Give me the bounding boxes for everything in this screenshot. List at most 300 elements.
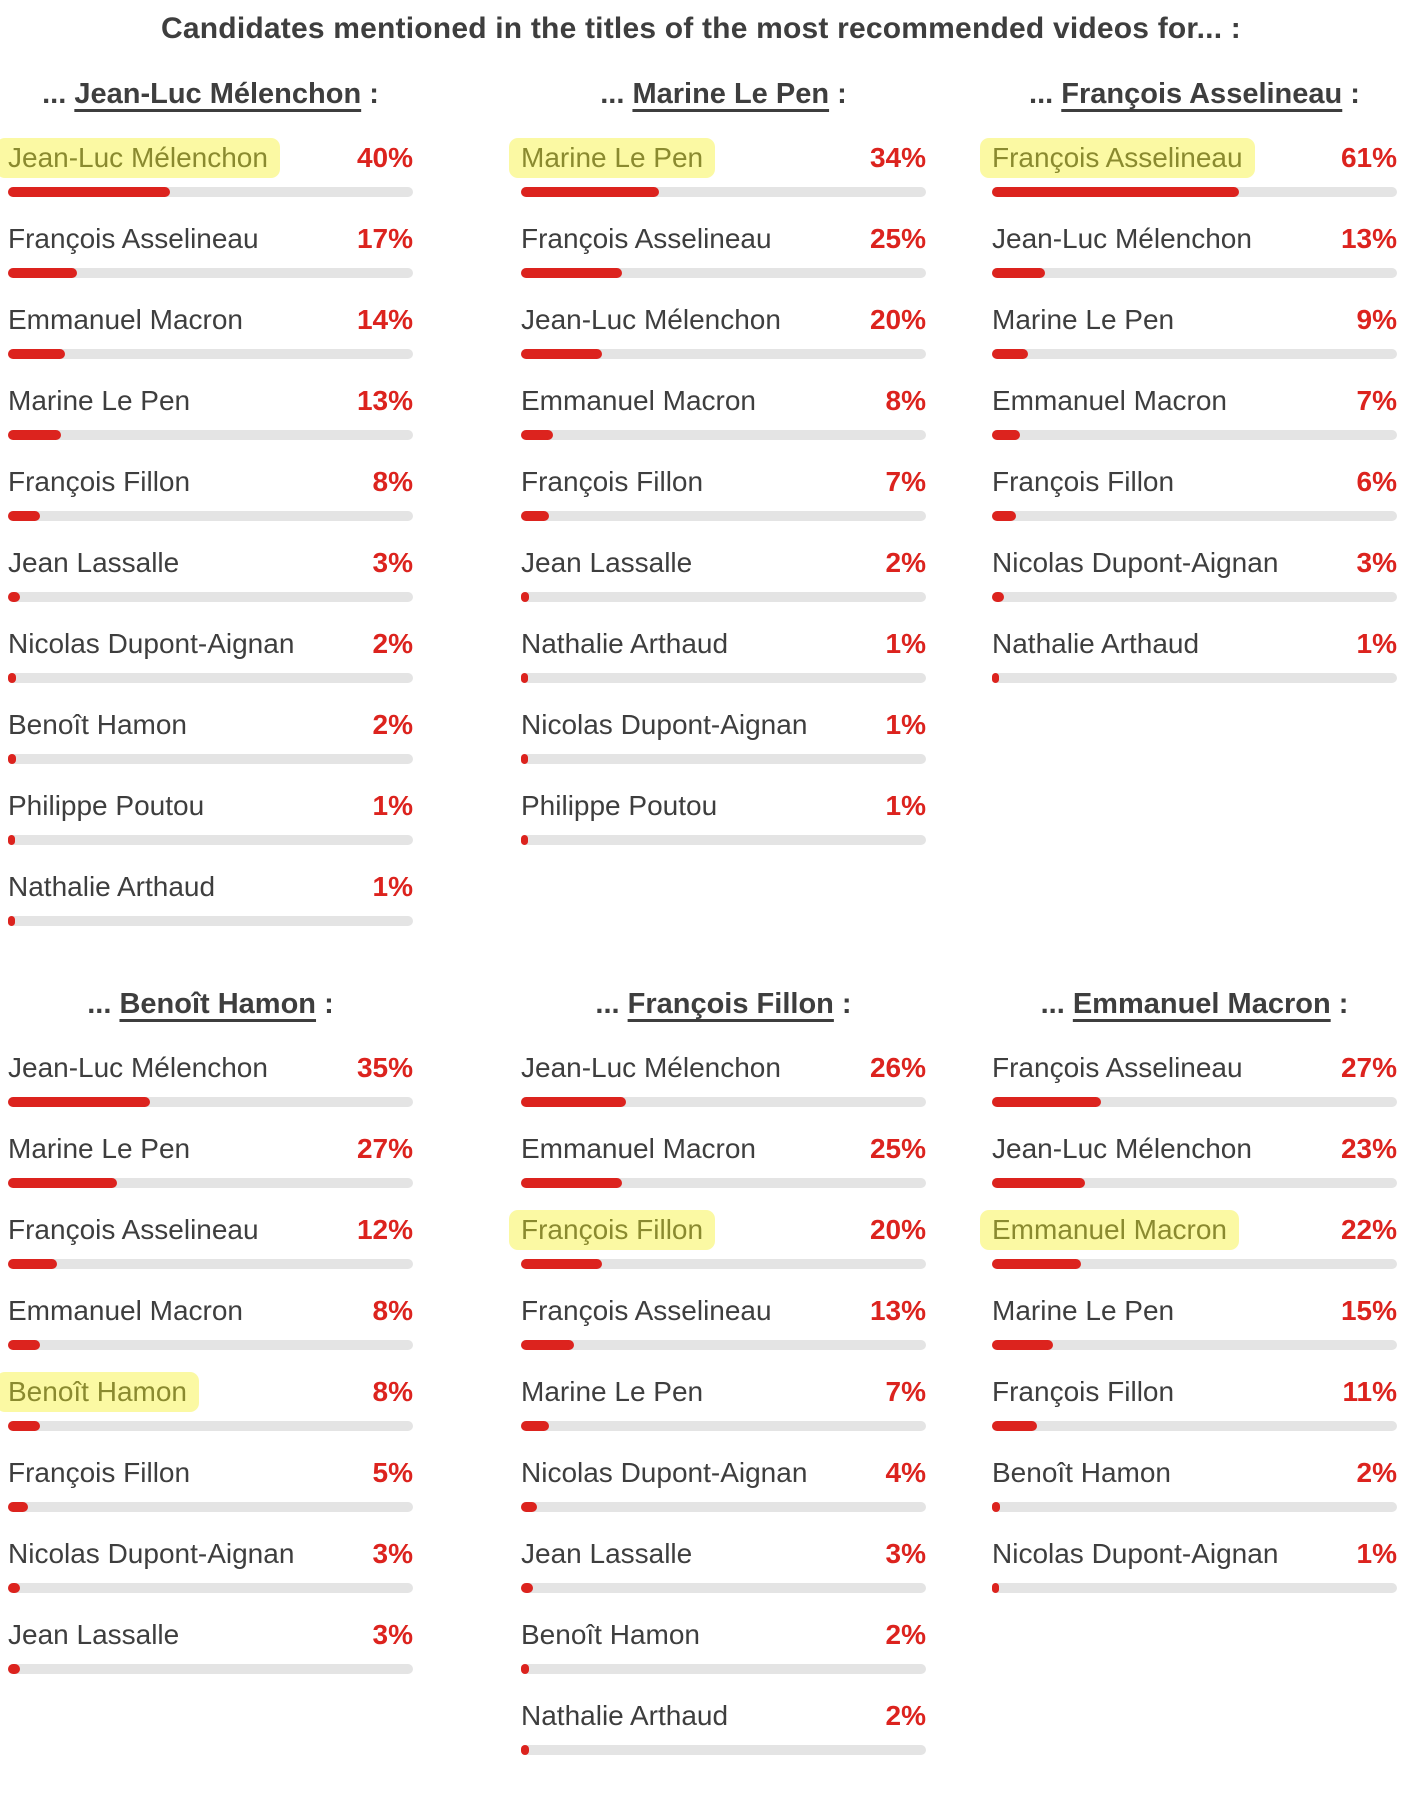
candidate-name-text: Marine Le Pen: [8, 1133, 191, 1164]
chart-grid: [0, 76, 1402, 1777]
candidate-percent: 7%: [885, 466, 926, 497]
candidate-name: [992, 1534, 1278, 1574]
candidate-name-text: Emmanuel Macron: [521, 1133, 756, 1164]
bar-fill: [992, 430, 1020, 440]
candidate-row-labels: [521, 1129, 926, 1173]
bar-track: [992, 349, 1397, 359]
candidate-row-labels: [8, 381, 413, 425]
candidate-name: [521, 381, 756, 421]
candidate-row-labels: [8, 786, 413, 830]
bar-fill: [992, 592, 1004, 602]
candidate-name: [8, 705, 187, 745]
candidate-row: [521, 1129, 926, 1188]
candidate-name-text: Nicolas Dupont-Aignan: [8, 1538, 295, 1569]
candidate-row-labels: [992, 381, 1397, 425]
bar-track: [8, 1259, 413, 1269]
bar-track: [521, 1583, 926, 1593]
candidate-percent: 8%: [372, 466, 413, 497]
candidate-percent: 2%: [372, 709, 413, 740]
bar-fill: [8, 430, 61, 440]
candidate-percent: 3%: [372, 1619, 413, 1650]
bar-fill: [8, 754, 16, 764]
candidate-name: [8, 1372, 187, 1412]
candidate-row-labels: [992, 1129, 1397, 1173]
panel-François Fillon: [521, 986, 926, 1777]
candidate-row-labels: [8, 219, 413, 263]
bar-track: [992, 1583, 1397, 1593]
bar-fill: [8, 835, 15, 845]
bar-fill: [521, 1178, 622, 1188]
candidate-percent: 6%: [1356, 466, 1397, 497]
candidate-name-text: Benoît Hamon: [8, 709, 187, 740]
bar-track: [8, 187, 413, 197]
bar-track: [8, 1502, 413, 1512]
candidate-percent: 27%: [356, 1133, 413, 1164]
candidate-percent: 3%: [372, 1538, 413, 1569]
bar-fill: [8, 1259, 57, 1269]
candidate-row-labels: [521, 705, 926, 749]
candidate-row-labels: [992, 300, 1397, 344]
candidate-percent: 1%: [372, 790, 413, 821]
candidate-name: [992, 219, 1252, 259]
candidate-name: [8, 1291, 243, 1331]
candidate-name-text: François Asselineau: [8, 223, 259, 254]
candidate-name-text: Marine Le Pen: [992, 1295, 1175, 1326]
candidate-name: [992, 1210, 1227, 1250]
candidate-row: [992, 1453, 1397, 1512]
candidate-row-labels: [521, 381, 926, 425]
panel-header: [521, 76, 926, 112]
candidate-name-text: François Asselineau: [521, 1295, 772, 1326]
chart-title: Candidates mentioned in the titles of the most recommended videos for... :: [161, 12, 1241, 45]
bar-fill: [992, 349, 1028, 359]
bar-track: [8, 349, 413, 359]
candidate-name: [521, 1615, 700, 1655]
panel-header: [992, 986, 1397, 1022]
candidate-row: [8, 219, 413, 278]
candidate-name: [8, 219, 259, 259]
bar-fill: [8, 1421, 40, 1431]
bar-track: [8, 1097, 413, 1107]
candidate-row: [521, 1453, 926, 1512]
bar-fill: [992, 1502, 1000, 1512]
candidate-row: [992, 543, 1397, 602]
candidate-name-text: Nicolas Dupont-Aignan: [521, 709, 808, 740]
candidate-percent: 23%: [1340, 1133, 1397, 1164]
bar-fill: [521, 1583, 533, 1593]
bar-fill: [8, 592, 20, 602]
bar-track: [8, 1178, 413, 1188]
bar-fill: [992, 511, 1016, 521]
bar-fill: [8, 187, 170, 197]
candidate-name-text: Jean-Luc Mélenchon: [521, 304, 781, 335]
candidate-row-labels: [8, 543, 413, 587]
bar-track: [992, 187, 1397, 197]
candidate-percent: 14%: [356, 304, 413, 335]
candidate-name-highlighted: Benoît Hamon: [0, 1372, 199, 1412]
header-ellipsis: ...: [42, 78, 75, 110]
candidate-name-text: Nathalie Arthaud: [521, 1700, 729, 1731]
candidate-name-text: Marine Le Pen: [8, 385, 191, 416]
candidate-row: [992, 300, 1397, 359]
bar-fill: [521, 349, 602, 359]
candidate-row: [992, 1129, 1397, 1188]
bar-track: [521, 754, 926, 764]
bar-fill: [521, 187, 659, 197]
candidate-row-labels: [521, 300, 926, 344]
candidate-row-labels: [992, 462, 1397, 506]
bar-fill: [8, 268, 77, 278]
bar-fill: [521, 1745, 529, 1755]
candidate-row: [8, 1210, 413, 1269]
header-colon: :: [1330, 988, 1349, 1020]
candidate-row: [521, 1534, 926, 1593]
candidate-row-labels: [8, 462, 413, 506]
candidate-row-labels: [8, 1129, 413, 1173]
bar-track: [8, 268, 413, 278]
bar-fill: [521, 673, 528, 683]
candidate-row: [521, 462, 926, 521]
candidate-name: [8, 1210, 259, 1250]
bar-track: [8, 673, 413, 683]
candidate-name: [521, 219, 772, 259]
candidate-name-text: Jean-Luc Mélenchon: [992, 223, 1252, 254]
candidate-percent: 2%: [885, 547, 926, 578]
candidate-name-text: Emmanuel Macron: [521, 385, 756, 416]
header-ellipsis: ...: [1029, 78, 1062, 110]
candidate-percent: 34%: [869, 142, 926, 173]
candidate-name: [521, 1534, 692, 1574]
bar-track: [8, 916, 413, 926]
header-subject-name: Benoît Hamon: [119, 988, 317, 1020]
candidate-row-labels: [8, 1453, 413, 1497]
candidate-row: [521, 219, 926, 278]
candidate-name: [8, 786, 204, 826]
candidate-name-text: Marine Le Pen: [992, 304, 1175, 335]
header-colon: :: [1342, 78, 1360, 110]
candidate-row: [992, 1291, 1397, 1350]
candidate-name: [521, 786, 717, 826]
bar-fill: [521, 592, 529, 602]
candidate-percent: 5%: [372, 1457, 413, 1488]
candidate-row-labels: [992, 1048, 1397, 1092]
candidate-name-text: François Fillon: [8, 1457, 191, 1488]
candidate-name-text: Philippe Poutou: [8, 790, 205, 821]
candidate-percent: 9%: [1356, 304, 1397, 335]
candidate-row: [8, 1129, 413, 1188]
candidate-name: [992, 624, 1199, 664]
candidate-row: [521, 1372, 926, 1431]
candidate-name: [521, 1129, 756, 1169]
bar-track: [521, 268, 926, 278]
candidate-name-text: Nathalie Arthaud: [992, 628, 1200, 659]
candidate-name-text: François Asselineau: [992, 1052, 1243, 1083]
bar-track: [521, 1421, 926, 1431]
candidate-name-text: Nathalie Arthaud: [8, 871, 216, 902]
candidate-name: [992, 1291, 1174, 1331]
bar-fill: [8, 1097, 150, 1107]
candidate-name: [8, 1129, 190, 1169]
candidate-name-text: François Asselineau: [8, 1214, 259, 1245]
bar-fill: [8, 1178, 117, 1188]
bar-fill: [8, 1340, 40, 1350]
candidate-percent: 20%: [869, 1214, 926, 1245]
candidate-row-labels: [521, 219, 926, 263]
candidate-row-labels: [8, 1534, 413, 1578]
candidate-row: [992, 1372, 1397, 1431]
candidate-name-text: Jean-Luc Mélenchon: [8, 1052, 268, 1083]
candidate-name: [992, 1453, 1171, 1493]
candidate-name: [992, 462, 1174, 502]
candidate-name-text: François Fillon: [992, 1376, 1175, 1407]
candidate-name: [521, 1372, 703, 1412]
bar-fill: [521, 430, 553, 440]
candidate-row: [8, 1048, 413, 1107]
candidate-name-highlighted: Jean-Luc Mélenchon: [0, 138, 280, 178]
candidate-percent: 61%: [1340, 142, 1397, 173]
header-colon: :: [361, 78, 379, 110]
candidate-row-labels: [8, 1048, 413, 1092]
candidate-percent: 13%: [1340, 223, 1397, 254]
bar-fill: [992, 1259, 1081, 1269]
candidate-percent: 8%: [885, 385, 926, 416]
panel-header: [8, 986, 413, 1022]
candidate-row-labels: [8, 138, 413, 182]
candidate-name-text: Jean-Luc Mélenchon: [521, 1052, 781, 1083]
candidate-percent: 35%: [356, 1052, 413, 1083]
panel-Jean-Luc Mélenchon: [8, 76, 413, 948]
panel-Benoît Hamon: [8, 986, 413, 1696]
bar-fill: [8, 1664, 20, 1674]
candidate-name: [521, 705, 807, 745]
candidate-percent: 1%: [1356, 628, 1397, 659]
candidate-row: [8, 624, 413, 683]
candidate-name-highlighted: François Fillon: [509, 1210, 715, 1250]
candidate-row: [521, 1048, 926, 1107]
candidate-name: [8, 300, 243, 340]
candidate-name: [992, 1048, 1243, 1088]
candidate-percent: 40%: [356, 142, 413, 173]
candidate-row-labels: [8, 867, 413, 911]
candidate-row-labels: [992, 1210, 1397, 1254]
candidate-row-labels: [8, 1291, 413, 1335]
candidate-name-text: Jean Lassalle: [521, 547, 693, 578]
bar-fill: [521, 835, 528, 845]
candidate-row: [992, 624, 1397, 683]
header-subject-name: Jean-Luc Mélenchon: [74, 78, 362, 110]
candidate-row-labels: [521, 1210, 926, 1254]
header-ellipsis: ...: [1040, 988, 1073, 1020]
candidate-percent: 25%: [869, 1133, 926, 1164]
bar-track: [521, 187, 926, 197]
header-colon: :: [833, 988, 852, 1020]
header-ellipsis: ...: [595, 988, 628, 1020]
candidate-row-labels: [992, 624, 1397, 668]
candidate-percent: 1%: [372, 871, 413, 902]
bar-track: [521, 349, 926, 359]
candidate-row: [8, 381, 413, 440]
candidate-name: [8, 138, 268, 178]
candidate-row-labels: [992, 219, 1397, 263]
candidate-row: [521, 300, 926, 359]
candidate-percent: 1%: [1356, 1538, 1397, 1569]
candidate-row: [521, 138, 926, 197]
header-subject-name: François Asselineau: [1061, 78, 1343, 110]
candidate-percent: 3%: [372, 547, 413, 578]
candidate-name: [8, 462, 190, 502]
bar-track: [992, 1178, 1397, 1188]
candidate-row-labels: [521, 1291, 926, 1335]
candidate-name-highlighted: François Asselineau: [980, 138, 1255, 178]
candidate-row: [8, 462, 413, 521]
bar-track: [992, 430, 1397, 440]
candidate-name-text: François Fillon: [8, 466, 191, 497]
header-subject-name: Emmanuel Macron: [1072, 988, 1331, 1020]
candidate-row-labels: [8, 1210, 413, 1254]
candidate-row: [8, 1291, 413, 1350]
candidate-name: [521, 1453, 807, 1493]
candidate-row: [992, 1534, 1397, 1593]
panel-François Asselineau: [992, 76, 1397, 705]
candidate-name: [992, 138, 1243, 178]
bar-track: [992, 1097, 1397, 1107]
candidate-row: [8, 1534, 413, 1593]
candidate-row: [8, 1453, 413, 1512]
candidate-percent: 13%: [869, 1295, 926, 1326]
bar-track: [8, 1340, 413, 1350]
candidate-row-labels: [521, 1048, 926, 1092]
candidate-row-labels: [992, 543, 1397, 587]
bar-track: [521, 1259, 926, 1269]
bar-fill: [992, 1340, 1053, 1350]
bar-track: [8, 1583, 413, 1593]
candidate-row-labels: [8, 300, 413, 344]
bar-fill: [992, 1583, 999, 1593]
candidate-row-labels: [521, 543, 926, 587]
candidate-name-text: Jean Lassalle: [8, 547, 180, 578]
bar-fill: [992, 187, 1239, 197]
candidate-row: [992, 219, 1397, 278]
candidate-row-labels: [521, 786, 926, 830]
panels-row-top: [0, 76, 1402, 948]
candidate-name-text: Nicolas Dupont-Aignan: [992, 547, 1279, 578]
candidate-name-highlighted: Emmanuel Macron: [980, 1210, 1239, 1250]
bar-track: [992, 1259, 1397, 1269]
candidate-name: [8, 1615, 179, 1655]
candidate-name: [8, 381, 190, 421]
candidate-name: [521, 624, 728, 664]
candidate-name: [521, 1696, 728, 1736]
candidate-name: [521, 543, 692, 583]
header-subject-name: Marine Le Pen: [632, 78, 830, 110]
candidate-percent: 3%: [885, 1538, 926, 1569]
candidate-row: [521, 1615, 926, 1674]
candidate-name-text: François Fillon: [992, 466, 1175, 497]
candidate-name-text: Benoît Hamon: [521, 1619, 700, 1650]
bar-fill: [8, 673, 16, 683]
candidate-row-labels: [521, 624, 926, 668]
candidate-row-labels: [8, 624, 413, 668]
candidate-row-labels: [992, 1372, 1397, 1416]
bar-fill: [521, 754, 528, 764]
candidate-row-labels: [8, 1372, 413, 1416]
bar-track: [521, 1097, 926, 1107]
candidate-row: [992, 138, 1397, 197]
panel-Emmanuel Macron: [992, 986, 1397, 1615]
bar-fill: [521, 1502, 537, 1512]
bar-fill: [8, 349, 65, 359]
candidate-row: [992, 381, 1397, 440]
bar-track: [992, 592, 1397, 602]
candidate-name: [992, 543, 1278, 583]
candidate-percent: 2%: [885, 1619, 926, 1650]
candidate-name-text: Marine Le Pen: [521, 1376, 704, 1407]
candidate-percent: 25%: [869, 223, 926, 254]
candidate-row-labels: [521, 1453, 926, 1497]
candidate-name: [992, 1372, 1174, 1412]
candidate-row: [8, 543, 413, 602]
bar-fill: [521, 511, 549, 521]
header-subject-name: François Fillon: [627, 988, 834, 1020]
candidate-name-text: Emmanuel Macron: [992, 385, 1227, 416]
candidate-row-labels: [992, 1453, 1397, 1497]
bar-track: [521, 1664, 926, 1674]
panel-header: [8, 76, 413, 112]
bar-track: [521, 1745, 926, 1755]
candidate-name: [8, 1453, 190, 1493]
bar-fill: [992, 268, 1045, 278]
panels-row-bottom: [0, 986, 1402, 1777]
candidate-row-labels: [521, 1615, 926, 1659]
candidate-name-highlighted: Marine Le Pen: [509, 138, 715, 178]
candidate-percent: 3%: [1356, 547, 1397, 578]
candidate-name: [8, 624, 294, 664]
bar-fill: [521, 1421, 549, 1431]
header-ellipsis: ...: [87, 988, 120, 1020]
candidate-row-labels: [521, 462, 926, 506]
bar-track: [8, 835, 413, 845]
candidate-row: [521, 705, 926, 764]
candidate-name-text: Nicolas Dupont-Aignan: [521, 1457, 808, 1488]
candidate-name-text: Nathalie Arthaud: [521, 628, 729, 659]
candidate-row: [8, 1372, 413, 1431]
candidate-name-text: Benoît Hamon: [992, 1457, 1171, 1488]
candidate-percent: 4%: [885, 1457, 926, 1488]
bar-track: [992, 1421, 1397, 1431]
candidate-percent: 11%: [1342, 1376, 1397, 1407]
candidate-percent: 7%: [1356, 385, 1397, 416]
candidate-row: [992, 462, 1397, 521]
candidate-name-text: Jean-Luc Mélenchon: [992, 1133, 1252, 1164]
candidate-row: [521, 1696, 926, 1755]
candidate-name: [521, 1291, 772, 1331]
candidate-name: [8, 1048, 268, 1088]
candidate-percent: 22%: [1340, 1214, 1397, 1245]
bar-track: [521, 835, 926, 845]
candidate-name: [992, 1129, 1252, 1169]
candidate-name: [521, 138, 703, 178]
candidate-name-text: Jean Lassalle: [8, 1619, 180, 1650]
candidate-row-labels: [521, 138, 926, 182]
candidate-name: [8, 1534, 294, 1574]
bar-fill: [992, 1097, 1101, 1107]
candidate-name: [521, 1210, 703, 1250]
candidate-percent: 8%: [372, 1295, 413, 1326]
candidate-percent: 1%: [885, 709, 926, 740]
bar-fill: [521, 1664, 529, 1674]
candidate-percent: 2%: [372, 628, 413, 659]
candidate-row: [8, 1615, 413, 1674]
